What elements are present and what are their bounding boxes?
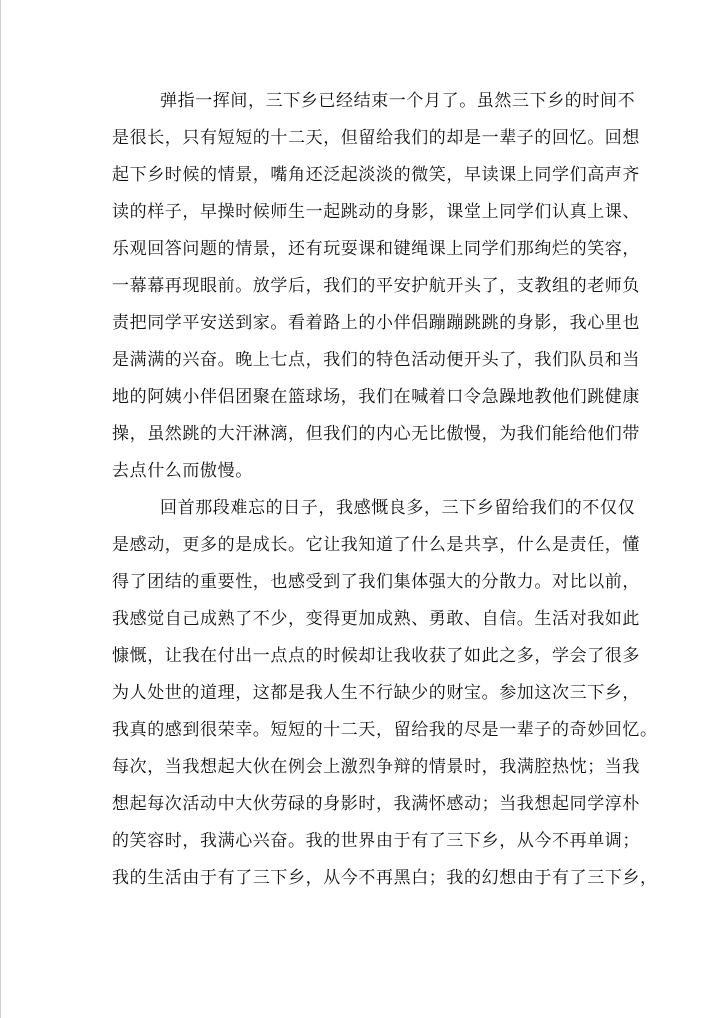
paragraph-1: [112, 83, 640, 490]
paragraph-line: 一幕幕再现眼前。放学后，我们的平安护航开头了，支教组的老师负: [112, 276, 640, 296]
paragraph-line: 每次，当我想起大伙在例会上激烈争辩的情景时，我满腔热忱；当我: [112, 757, 640, 777]
paragraph-line: 读的样子，早操时候师生一起跳动的身影，课堂上同学们认真上课、: [112, 202, 640, 222]
paragraph-line: 我的生活由于有了三下乡，从今不再黑白；我的幻想由于有了三下乡，: [112, 868, 658, 888]
paragraph-line: 弹指一挥间，三下乡已经结束一个月了。虽然三下乡的时间不: [160, 91, 636, 111]
paragraph-line: 的笑容时，我满心兴奋。我的世界由于有了三下乡，从今不再单调；: [112, 831, 640, 851]
page-left-edge: [0, 0, 1, 1018]
paragraph-line: 为人处世的道理，这都是我人生不行缺少的财宝。参加这次三下乡，: [112, 683, 640, 703]
paragraph-line: 去点什么而傲慢。: [112, 461, 253, 481]
paragraph-line: 地的阿姨小伴侣团聚在篮球场，我们在喊着口令急躁地教他们跳健康: [112, 387, 640, 407]
document-body: [112, 83, 658, 897]
paragraph-line: 回首那段难忘的日子，我感慨良多，三下乡留给我们的不仅仅: [160, 498, 636, 518]
paragraph-line: 是感动，更多的是成长。它让我知道了什么是共享，什么是责任，懂: [112, 535, 640, 555]
paragraph-line: 乐观回答问题的情景，还有玩耍课和键绳课上同学们那绚烂的笑容，: [112, 239, 640, 259]
paragraph-line: 责把同学平安送到家。看着路上的小伴侣蹦蹦跳跳的身影，我心里也: [112, 313, 640, 333]
paragraph-line: 是满满的兴奋。晚上七点，我们的特色活动便开头了，我们队员和当: [112, 350, 640, 370]
paragraph-2: [112, 490, 658, 897]
paragraph-line: 得了团结的重要性，也感受到了我们集体强大的分散力。对比以前，: [112, 572, 640, 592]
paragraph-line: 是很长，只有短短的十二天，但留给我们的却是一辈子的回忆。回想: [112, 128, 640, 148]
paragraph-line: 起下乡时候的情景，嘴角还泛起淡淡的微笑，早读课上同学们高声齐: [112, 165, 640, 185]
paragraph-line: 操，虽然跳的大汗淋漓，但我们的内心无比傲慢，为我们能给他们带: [112, 424, 640, 444]
paragraph-line: 慷慨，让我在付出一点点的时候却让我收获了如此之多，学会了很多: [112, 646, 640, 666]
paragraph-line: 我感觉自己成熟了不少，变得更加成熟、勇敢、自信。生活对我如此: [112, 609, 640, 629]
paragraph-line: 我真的感到很荣幸。短短的十二天，留给我的尽是一辈子的奇妙回忆。: [112, 720, 658, 740]
paragraph-line: 想起每次活动中大伙劳碌的身影时，我满怀感动；当我想起同学淳朴: [112, 794, 640, 814]
